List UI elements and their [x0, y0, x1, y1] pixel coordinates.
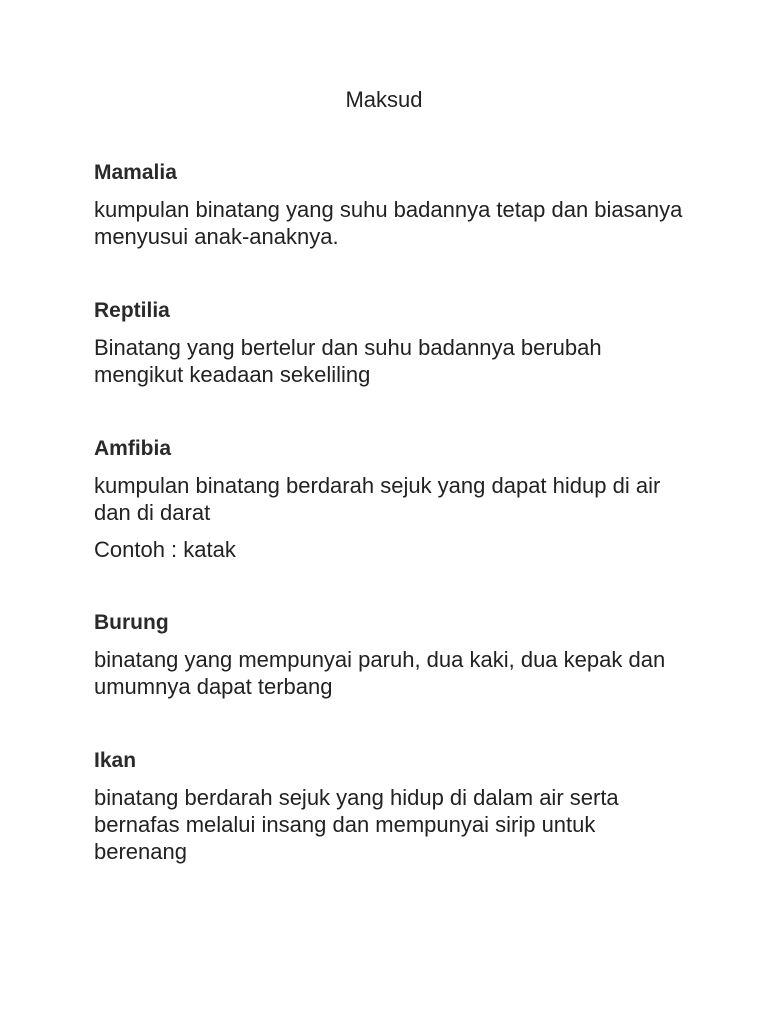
entry-reptilia — [94, 298, 694, 388]
entry-definition: Binatang yang bertelur dan suhu badannya berubah mengikut keadaan sekeliling — [94, 335, 602, 387]
entry-burung — [94, 610, 694, 700]
entry-ikan — [94, 748, 694, 865]
entry-definition: binatang berdarah sejuk yang hidup di dalam air serta bernafas melalui insang dan mempunyai sirip untuk berenang — [94, 785, 619, 864]
entry-definition: kumpulan binatang yang suhu badannya tetap dan biasanya menyusui anak-anaknya. — [94, 197, 683, 249]
entry-mamalia — [94, 160, 694, 250]
entry-term: Mamalia — [94, 161, 177, 184]
entry-term: Reptilia — [94, 299, 170, 322]
page-title: Maksud — [345, 87, 423, 112]
entry-term: Amfibia — [94, 437, 172, 460]
entry-term: Burung — [94, 611, 169, 634]
entry-definition: kumpulan binatang berdarah sejuk yang dapat hidup di air dan di darat — [94, 473, 661, 525]
entry-amfibia — [94, 436, 694, 563]
entry-term: Ikan — [94, 749, 137, 772]
entry-definition: binatang yang mempunyai paruh, dua kaki, dua kepak dan umumnya dapat terbang — [94, 647, 666, 699]
entry-example: Contoh : katak — [94, 537, 236, 562]
